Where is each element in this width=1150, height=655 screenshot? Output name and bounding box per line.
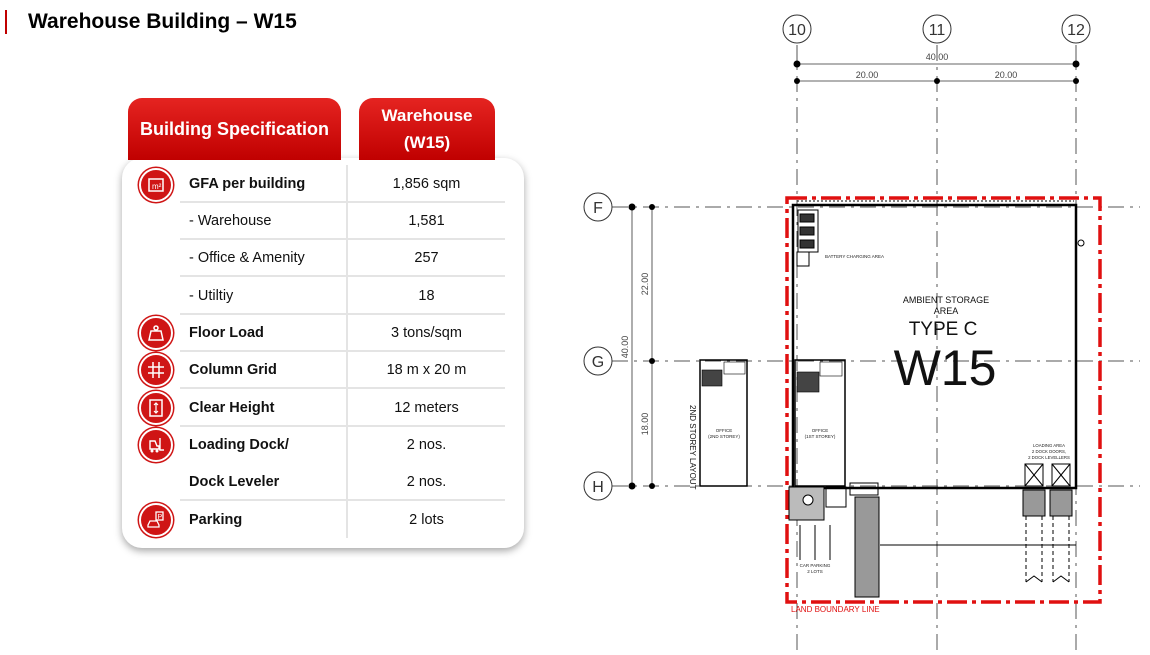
- spec-row-label: Clear Height: [189, 399, 275, 416]
- spec-header: Building Specification: [128, 98, 341, 160]
- spec-row-label: Dock Leveler: [189, 473, 280, 490]
- spec-row-value: 2 nos.: [406, 436, 447, 453]
- second-storey-label: 2ND STOREY LAYOUT: [688, 405, 697, 490]
- spec-row: [180, 202, 505, 239]
- title-accent-bar: [5, 10, 7, 34]
- dim-v-1: 22.00: [640, 272, 650, 296]
- spec-row: [180, 314, 505, 351]
- spec-row: [180, 389, 505, 426]
- spec-row: [180, 165, 505, 202]
- grid-label-12: 12: [1067, 22, 1085, 39]
- dim-v-2: 18.00: [640, 412, 650, 436]
- spec-row-value: 1,856 sqm: [392, 175, 461, 192]
- loading-label-1: LOADING AREA: [1033, 443, 1065, 448]
- height-icon: [139, 391, 173, 425]
- grid-label-10: 10: [788, 22, 806, 39]
- dim-half-2: 20.00: [994, 70, 1018, 80]
- spec-row: [180, 426, 505, 463]
- car-parking-label-1: CAR PARKING: [799, 563, 831, 568]
- spec-row-label: Loading Dock/: [189, 436, 289, 453]
- grid-label-f: F: [593, 200, 603, 217]
- office2-label-2: (2ND STOREY): [708, 434, 740, 439]
- forklift-icon: [139, 428, 173, 462]
- spec-row-value: 12 meters: [394, 399, 459, 416]
- spec-row-value: 18 m x 20 m: [386, 361, 467, 378]
- spec-row-value: 2 lots: [409, 511, 444, 528]
- spec-row-value: 18: [418, 287, 435, 304]
- parking-icon: [139, 503, 173, 537]
- loading-label-2: 2 DOCK DOORS,: [1031, 449, 1067, 454]
- spec-row-label: - Warehouse: [189, 212, 272, 229]
- spec-row: [180, 239, 505, 276]
- svg-text:m²: m²: [152, 182, 162, 191]
- warehouse-header: [359, 98, 495, 160]
- grid-label-h: H: [592, 479, 604, 496]
- car-parking-label-2: 2 LOTS: [807, 569, 823, 574]
- spec-row: [180, 463, 505, 500]
- storage-label-2: AREA: [933, 306, 959, 316]
- spec-row-value: 257: [414, 249, 439, 266]
- spec-row-value: 3 tons/sqm: [391, 324, 462, 341]
- warehouse-header-line1: Warehouse: [381, 106, 473, 125]
- spec-row: [180, 277, 505, 314]
- area-m2-icon: [139, 168, 173, 202]
- boundary-label: LAND BOUNDARY LINE: [791, 605, 880, 614]
- grid-icon: [139, 353, 173, 387]
- spec-row-value: 2 nos.: [406, 473, 447, 490]
- office2-label-1: OFFICE: [715, 428, 733, 433]
- loading-label-3: 2 DOCK LEVELLERS: [1028, 455, 1070, 460]
- office1-label-2: (1ST STOREY): [804, 434, 836, 439]
- spec-row-label: Parking: [189, 511, 243, 528]
- floor-plan: [560, 0, 1140, 655]
- spec-row-label: GFA per building: [189, 175, 306, 192]
- storage-label-1: AMBIENT STORAGE: [902, 295, 990, 305]
- warehouse-header-line2: (W15): [403, 133, 451, 152]
- spec-row-label: Column Grid: [189, 361, 277, 378]
- grid-label-11: 11: [928, 22, 946, 39]
- spec-row-label: - Utiltiy: [189, 287, 234, 304]
- battery-label: BATTERY CHARGING AREA: [825, 254, 885, 259]
- type-label: TYPE C: [908, 319, 978, 340]
- dim-half-1: 20.00: [855, 70, 879, 80]
- spec-row-value: 1,581: [408, 212, 445, 229]
- svg-text:P: P: [157, 514, 163, 521]
- spec-row: [180, 501, 505, 538]
- dim-total-v: 40.00: [620, 335, 630, 359]
- dim-total-h: 40.00: [925, 52, 949, 62]
- spec-row: [180, 351, 505, 388]
- spec-row-label: Floor Load: [189, 324, 264, 341]
- weight-icon: [139, 316, 173, 350]
- page-title: Warehouse Building – W15: [28, 10, 297, 33]
- office1-label-1: OFFICE: [811, 428, 829, 433]
- grid-label-g: G: [591, 354, 605, 371]
- spec-row-label: - Office & Amenity: [189, 249, 305, 266]
- unit-label: W15: [893, 340, 997, 396]
